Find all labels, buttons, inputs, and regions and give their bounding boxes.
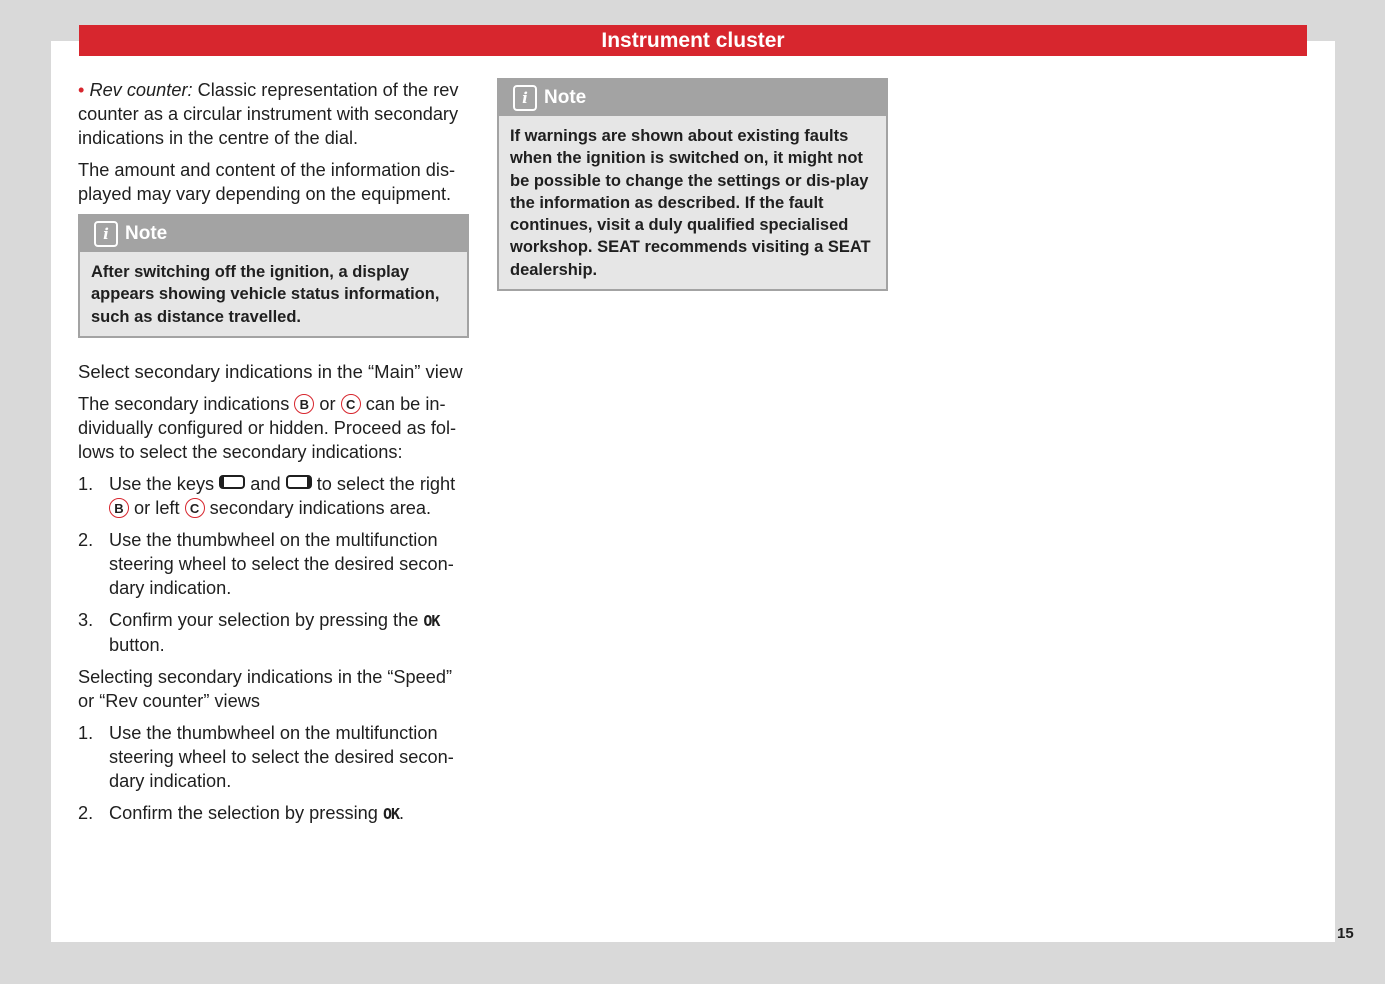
- rev-counter-text: Classic representation of the rev counter as a circular instrument with secondary indications in the centre of the dial.: [78, 80, 459, 148]
- step-number: 3.: [78, 609, 94, 630]
- note-box-ignition: [78, 214, 469, 338]
- note-box-warnings: [497, 78, 888, 291]
- list-item: [78, 472, 469, 520]
- steps-list-main: [78, 472, 469, 657]
- rev-counter-term: Rev counter:: [89, 80, 193, 100]
- marker-c-icon: C: [185, 498, 205, 518]
- info-icon: i: [513, 85, 537, 111]
- step-text-a: Confirm the selection by pressing: [109, 802, 383, 823]
- intro-text-a: The secondary indications: [78, 393, 295, 414]
- step-number: 1.: [78, 722, 94, 743]
- note-header: [80, 216, 467, 252]
- section-heading-main-view: Select secondary indications in the “Main” view: [78, 360, 463, 382]
- intro-text-b: can be in-dividually configured or hidden. Proceed as fol-lows to select the secondary indications:: [78, 393, 457, 462]
- info-icon: i: [94, 221, 118, 247]
- info-paragraph: The amount and content of the information dis-played may vary depending on the equipment.: [78, 160, 456, 204]
- note-title: Note: [125, 223, 168, 244]
- step-number: 2.: [78, 802, 94, 823]
- step-text: Use the thumbwheel on the multifunction steering wheel to select the desired secon-dary indication.: [109, 529, 454, 598]
- step-number: 2.: [78, 529, 94, 550]
- page-number: 15: [1337, 925, 1354, 942]
- step-text: [109, 801, 404, 826]
- marker-c-icon: C: [341, 394, 361, 414]
- list-item: [78, 721, 469, 793]
- page-header-title: Instrument cluster: [79, 25, 1307, 56]
- step-text-c: or left: [129, 497, 185, 518]
- marker-b-icon: B: [294, 394, 314, 414]
- marker-b-icon: B: [109, 498, 129, 518]
- step-text-and: and: [245, 473, 286, 494]
- note-body: After switching off the ignition, a display appears showing vehicle status information, such as distance travelled.: [91, 263, 440, 326]
- bullet-icon: •: [78, 80, 85, 100]
- middle-column: [497, 78, 888, 291]
- left-column: [78, 78, 469, 834]
- step-text: [109, 472, 469, 520]
- note-header: [499, 80, 886, 116]
- step-text-b: to select the right: [311, 473, 456, 494]
- step-text: Use the thumbwheel on the multifunction steering wheel to select the desired secon-dary indication.: [109, 722, 454, 791]
- list-item: [78, 801, 469, 826]
- step-text-b: button.: [109, 634, 165, 655]
- step-text-b: .: [399, 802, 405, 823]
- left-key-icon: [219, 475, 245, 489]
- ok-button-icon: OK: [423, 611, 440, 630]
- step-text-a: Use the keys: [109, 473, 220, 494]
- rev-counter-bullet: [78, 78, 469, 150]
- step-text-d: secondary indications area.: [204, 497, 432, 518]
- steps-list-speed: [78, 721, 469, 826]
- section-heading-speed-view: Selecting secondary indications in the “Speed” or “Rev counter” views: [78, 666, 453, 711]
- list-item: [78, 528, 469, 600]
- right-key-icon: [286, 475, 312, 489]
- note-body: If warnings are shown about existing faults when the ignition is switched on, it might not be possible to change the settings or dis-play the information as described. If the fault continues, visit a duly qualified specialised workshop. SEAT recommends visiting a SEAT dealership.: [510, 127, 871, 279]
- list-item: [78, 608, 469, 657]
- ok-button-icon: OK: [382, 804, 400, 823]
- note-title: Note: [544, 87, 587, 108]
- step-text-a: Confirm your selection by pressing the: [109, 609, 424, 630]
- section-intro: [78, 392, 469, 464]
- intro-text-or: or: [314, 393, 341, 414]
- step-text: [109, 608, 469, 657]
- step-number: 1.: [78, 473, 94, 494]
